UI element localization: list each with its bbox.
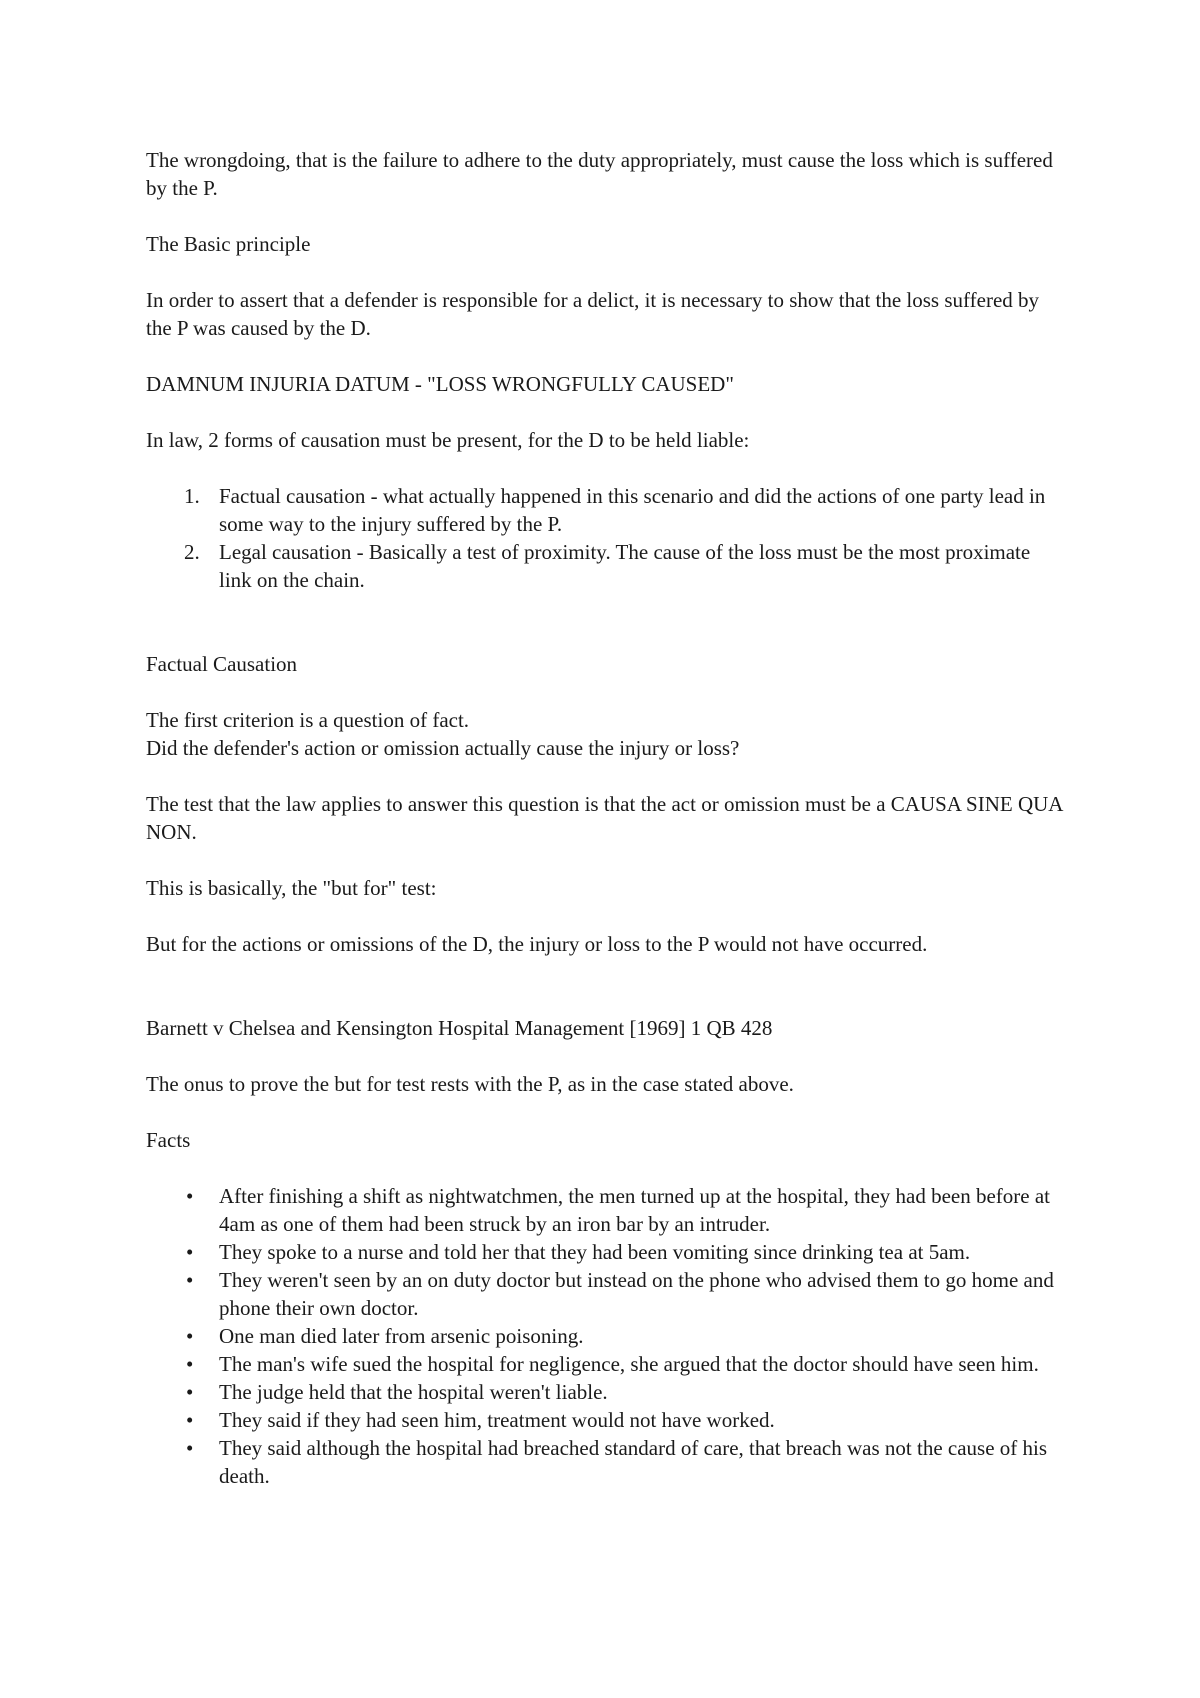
facts-list-item — [146, 1322, 1066, 1350]
factual-causation-heading: Factual Causation — [146, 652, 298, 676]
maxim-line: DAMNUM INJURIA DATUM - "LOSS WRONGFULLY CAUSED" — [146, 372, 734, 396]
question-line: Did the defender's action or omission actually cause the injury or loss? — [146, 736, 740, 760]
case-citation: Barnett v Chelsea and Kensington Hospital Management [1969] 1 QB 428 — [146, 1016, 773, 1040]
facts-heading: Facts — [146, 1128, 191, 1152]
list-item-text: They spoke to a nurse and told her that they had been vomiting since drinking tea at 5am. — [219, 1240, 971, 1264]
list-item-text: One man died later from arsenic poisoning. — [219, 1324, 584, 1348]
facts-list-item — [146, 1406, 1066, 1434]
test-paragraph: The test that the law applies to answer this question is that the act or omission must be a CAUSA SINE QUA NON. — [146, 792, 1063, 844]
onus-paragraph: The onus to prove the but for test rests with the P, as in the case stated above. — [146, 1072, 794, 1096]
bullet-icon: • — [186, 1436, 194, 1460]
facts-list-item — [146, 1266, 1066, 1322]
document-body — [146, 146, 1066, 1490]
first-criterion-line: The first criterion is a question of fact. — [146, 708, 470, 732]
facts-list-item — [146, 1378, 1066, 1406]
intro-paragraph: The wrongdoing, that is the failure to adhere to the duty appropriately, must cause the loss which is suffered by the P. — [146, 148, 1053, 200]
facts-list-item — [146, 1182, 1066, 1238]
bullet-icon: • — [186, 1352, 194, 1376]
list-number: 1. — [184, 484, 200, 508]
list-item-text: Legal causation - Basically a test of proximity. The cause of the loss must be the most proximate link on the chain. — [219, 540, 1031, 592]
bullet-icon: • — [186, 1240, 194, 1264]
list-item-text: Factual causation - what actually happened in this scenario and did the actions of one party lead in some way to the injury suffered by the P. — [219, 484, 1046, 536]
causation-list-item — [146, 538, 1066, 594]
bullet-icon: • — [186, 1408, 194, 1432]
bullet-icon: • — [186, 1268, 194, 1292]
facts-list — [146, 1182, 1066, 1490]
bullet-icon: • — [186, 1184, 194, 1208]
list-item-text: They weren't seen by an on duty doctor but instead on the phone who advised them to go home and phone their own doctor. — [219, 1268, 1054, 1320]
facts-list-item — [146, 1238, 1066, 1266]
list-item-text: After finishing a shift as nightwatchmen, the men turned up at the hospital, they had been before at 4am as one of them had been struck by an iron bar by an intruder. — [219, 1184, 1051, 1236]
bullet-icon: • — [186, 1324, 194, 1348]
causation-list — [146, 482, 1066, 594]
but-for-intro: This is basically, the "but for" test: — [146, 876, 437, 900]
causation-list-item — [146, 482, 1066, 538]
list-item-text: The judge held that the hospital weren't liable. — [219, 1380, 608, 1404]
list-item-text: They said if they had seen him, treatment would not have worked. — [219, 1408, 775, 1432]
list-item-text: They said although the hospital had breached standard of care, that breach was not the cause of his death. — [219, 1436, 1048, 1488]
basic-principle-heading: The Basic principle — [146, 232, 311, 256]
bullet-icon: • — [186, 1380, 194, 1404]
basic-principle-paragraph: In order to assert that a defender is responsible for a delict, it is necessary to show that the loss suffered by the P was caused by the D. — [146, 288, 1040, 340]
two-forms-paragraph: In law, 2 forms of causation must be present, for the D to be held liable: — [146, 428, 750, 452]
but-for-paragraph: But for the actions or omissions of the D, the injury or loss to the P would not have occurred. — [146, 932, 928, 956]
list-item-text: The man's wife sued the hospital for negligence, she argued that the doctor should have seen him. — [219, 1352, 1039, 1376]
facts-list-item — [146, 1434, 1066, 1490]
list-number: 2. — [184, 540, 200, 564]
facts-list-item — [146, 1350, 1066, 1378]
